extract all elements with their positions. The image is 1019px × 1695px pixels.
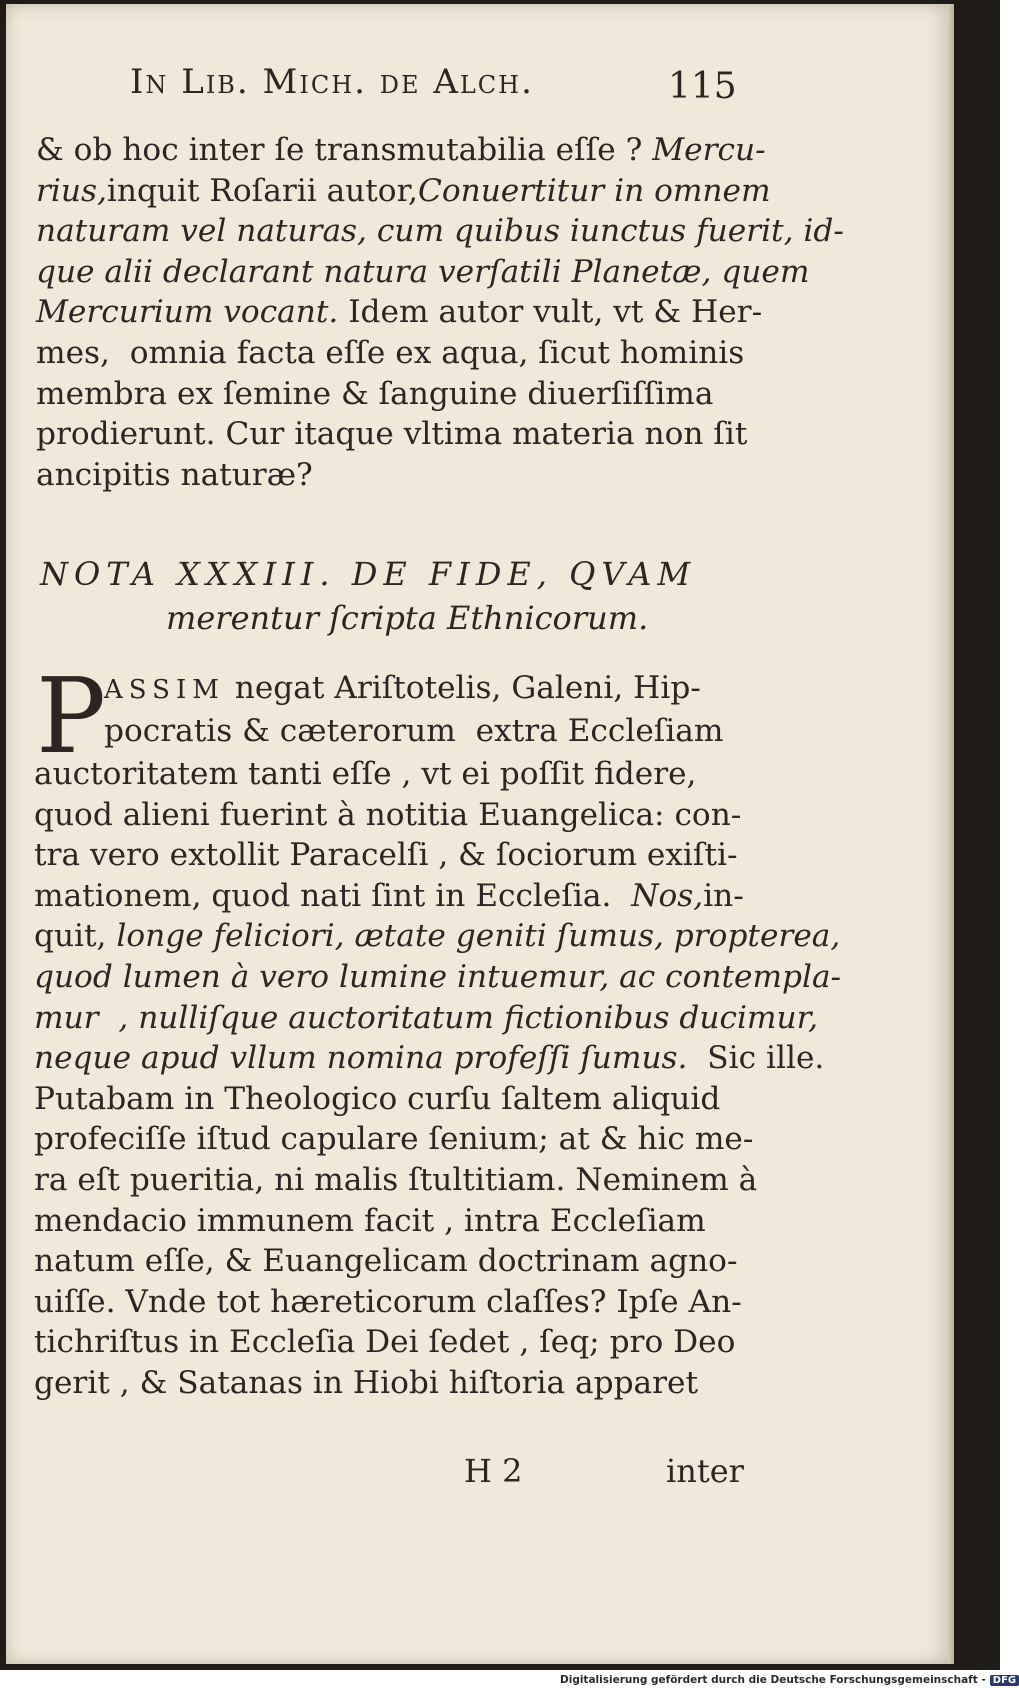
signature-line	[36, 1452, 744, 1496]
text-line: tra vero extollit Paracelſi , & ſociorum exiſti-	[34, 837, 738, 874]
text-line: membra ex ſemine & ſanguine diuerſiſſima	[36, 375, 714, 412]
dfg-logo: DFG	[990, 1675, 1019, 1686]
digitization-credit	[560, 1674, 1017, 1692]
text-line: & ob hoc inter ſe transmutabilia eſſe ? Mercu-	[36, 132, 766, 168]
text-line: prodierunt. Cur itaque vltima materia non ſit	[36, 416, 748, 453]
text-line: mur , nulliſque auctoritatum fictionibus ducimur,	[34, 999, 818, 1036]
text-line: ra eſt pueritia, ni malis ſtultitiam. Neminem à	[34, 1161, 758, 1198]
passage-2	[34, 754, 842, 1484]
text-line: Mercurium vocant. Idem autor vult, vt & Her-	[36, 294, 763, 331]
passage-1	[36, 130, 844, 510]
page-edge	[948, 4, 954, 1664]
text-line: auctoritatem tanti eſſe , vt ei poſſit fidere,	[34, 756, 697, 792]
text-line: ASSIM negat Ariſtotelis, Galeni, Hip-	[104, 670, 701, 706]
text-line: quit, longe feliciori, ætate geniti ſumus, propterea,	[34, 918, 841, 955]
book-page	[6, 4, 954, 1664]
text-line: mationem, quod nati ſint in Eccleſia. Nos,in-	[34, 877, 744, 914]
text-line: Putabam in Theologico curſu ſaltem aliquid	[34, 1080, 721, 1117]
text-line: pocratis & cæterorum extra Eccleſiam	[104, 712, 724, 749]
text-line: neque apud vllum nomina profeſſi ſumus. Sic ille.	[34, 1040, 825, 1077]
text-line: tichriſtus in Eccleſia Dei ſedet , ſeq; pro Deo	[34, 1324, 736, 1361]
signature-mark: H 2	[464, 1452, 523, 1490]
text-line: rius,inquit Roſarii autor,Conuertitur in omnem	[36, 172, 771, 209]
section-heading: NOTA XXXIII. DE FIDE, QVAM	[40, 555, 697, 593]
text-line: profeciſſe iſtud capulare ſenium; at & hic me-	[34, 1121, 754, 1158]
text-line: naturam vel naturas, cum quibus iunctus fuerit, id-	[36, 213, 844, 250]
text-line: mendacio immunem facit , intra Eccleſiam	[34, 1202, 706, 1239]
drop-cap: P	[36, 655, 106, 777]
text-line: uiſſe. Vnde tot hæreticorum claſſes? Ipſe An-	[34, 1283, 742, 1320]
passage-2-opening	[104, 668, 744, 751]
text-line: que alii declarant natura verſatili Planetæ, quem	[36, 253, 810, 290]
text-line: mes, omnia facta eſſe ex aqua, ſicut hominis	[36, 334, 745, 371]
text-line: quod alieni fuerint à notitia Euangelica: con-	[34, 796, 742, 833]
section-subheading: merentur ſcripta Ethnicorum.	[166, 599, 649, 637]
footer-text: Digitalisierung gefördert durch die Deutsche Forschungsgemeinschaft -	[560, 1674, 986, 1686]
page-number: 115	[668, 66, 737, 107]
running-title: In Lib. Mich. de Alch.	[130, 62, 534, 102]
text-line: gerit , & Satanas in Hiobi hiſtoria apparet	[34, 1364, 699, 1401]
text-line: natum eſſe, & Euangelicam doctrinam agno-	[34, 1243, 738, 1280]
text-line: ancipitis naturæ?	[36, 456, 313, 493]
catchword: inter	[666, 1452, 744, 1490]
text-line: quod lumen à vero lumine intuemur, ac contempla-	[34, 958, 842, 995]
